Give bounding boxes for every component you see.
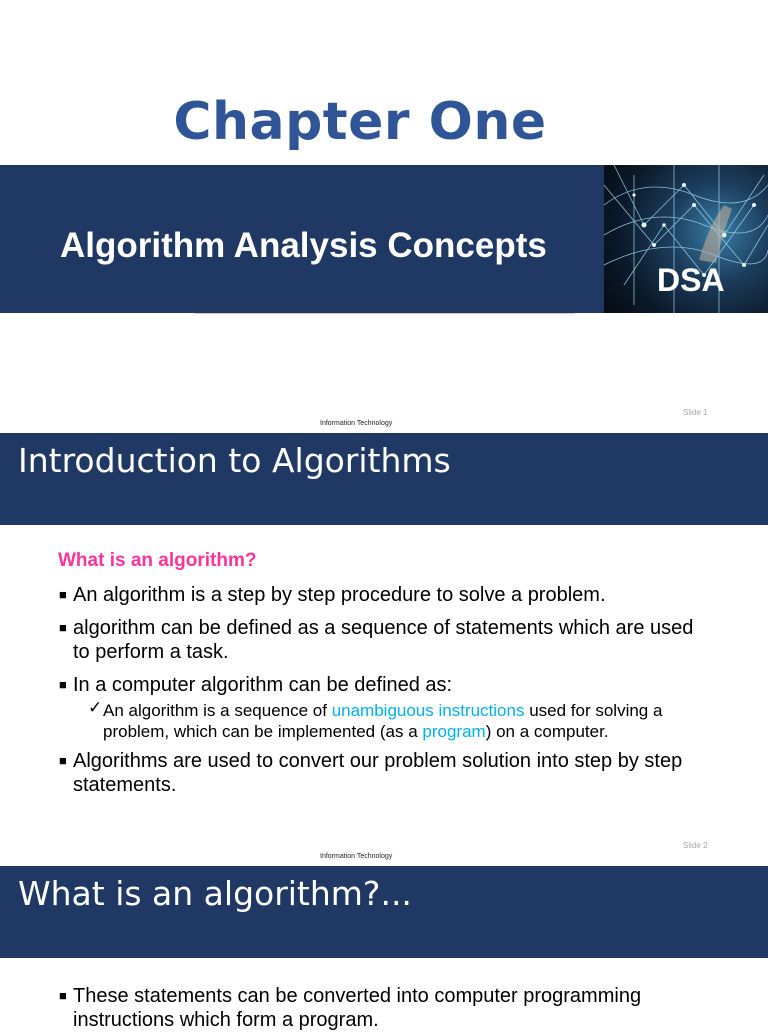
bullet-text-continuation: to perform a task. <box>73 641 229 663</box>
square-bullet-icon: ■ <box>59 677 67 692</box>
square-bullet-icon: ■ <box>59 587 67 602</box>
sub-bullet-text: ) on a computer. <box>485 722 609 741</box>
bullet-text-continuation: statements. <box>73 774 177 796</box>
sub-bullet-text: An algorithm is a sequence of <box>103 701 332 720</box>
bullet-item <box>59 673 453 697</box>
sub-bullet-continuation <box>103 721 609 742</box>
square-bullet-icon: ■ <box>59 620 67 635</box>
bullet-text-continuation: instructions which form a program. <box>73 1009 379 1031</box>
square-bullet-icon: ■ <box>59 753 67 768</box>
bullet-text: Algorithms are used to convert our problem solution into step by step <box>73 750 683 772</box>
bullet-text: An algorithm is a step by step procedure to solve a problem. <box>73 584 606 606</box>
bullet-item <box>59 583 606 607</box>
bullet-item <box>59 749 683 773</box>
bullet-item <box>59 984 642 1008</box>
sub-bullet-text: used for solving a <box>524 701 663 720</box>
bullet-text: These statements can be converted into computer programming <box>73 985 642 1007</box>
footer-text: Information Technology <box>320 420 393 427</box>
link-program[interactable]: program <box>422 722 486 741</box>
slide-subtitle: Algorithm Analysis Concepts <box>60 226 547 265</box>
dsa-label: DSA <box>657 262 725 298</box>
bullet-item <box>59 616 694 640</box>
checkmark-icon: ✓ <box>88 698 103 717</box>
chapter-title: Chapter One <box>173 92 547 152</box>
slide-number: Slide 2 <box>683 841 708 850</box>
bullet-text: In a computer algorithm can be defined as: <box>73 674 453 696</box>
section-title: Introduction to Algorithms <box>18 441 451 480</box>
question-heading: What is an algorithm? <box>58 550 257 571</box>
section-title: What is an algorithm?... <box>18 874 412 913</box>
footer-text: Information Technology <box>320 853 393 860</box>
sub-bullet-text: problem, which can be implemented (as a <box>103 722 423 741</box>
divider <box>195 313 575 314</box>
sub-bullet-item <box>88 698 663 721</box>
bullet-text: algorithm can be defined as a sequence of statements which are used <box>73 617 694 639</box>
square-bullet-icon: ■ <box>59 988 67 1003</box>
slide-number: Slide 1 <box>683 408 708 417</box>
link-unambiguous-instructions[interactable]: unambiguous instructions <box>331 701 525 720</box>
